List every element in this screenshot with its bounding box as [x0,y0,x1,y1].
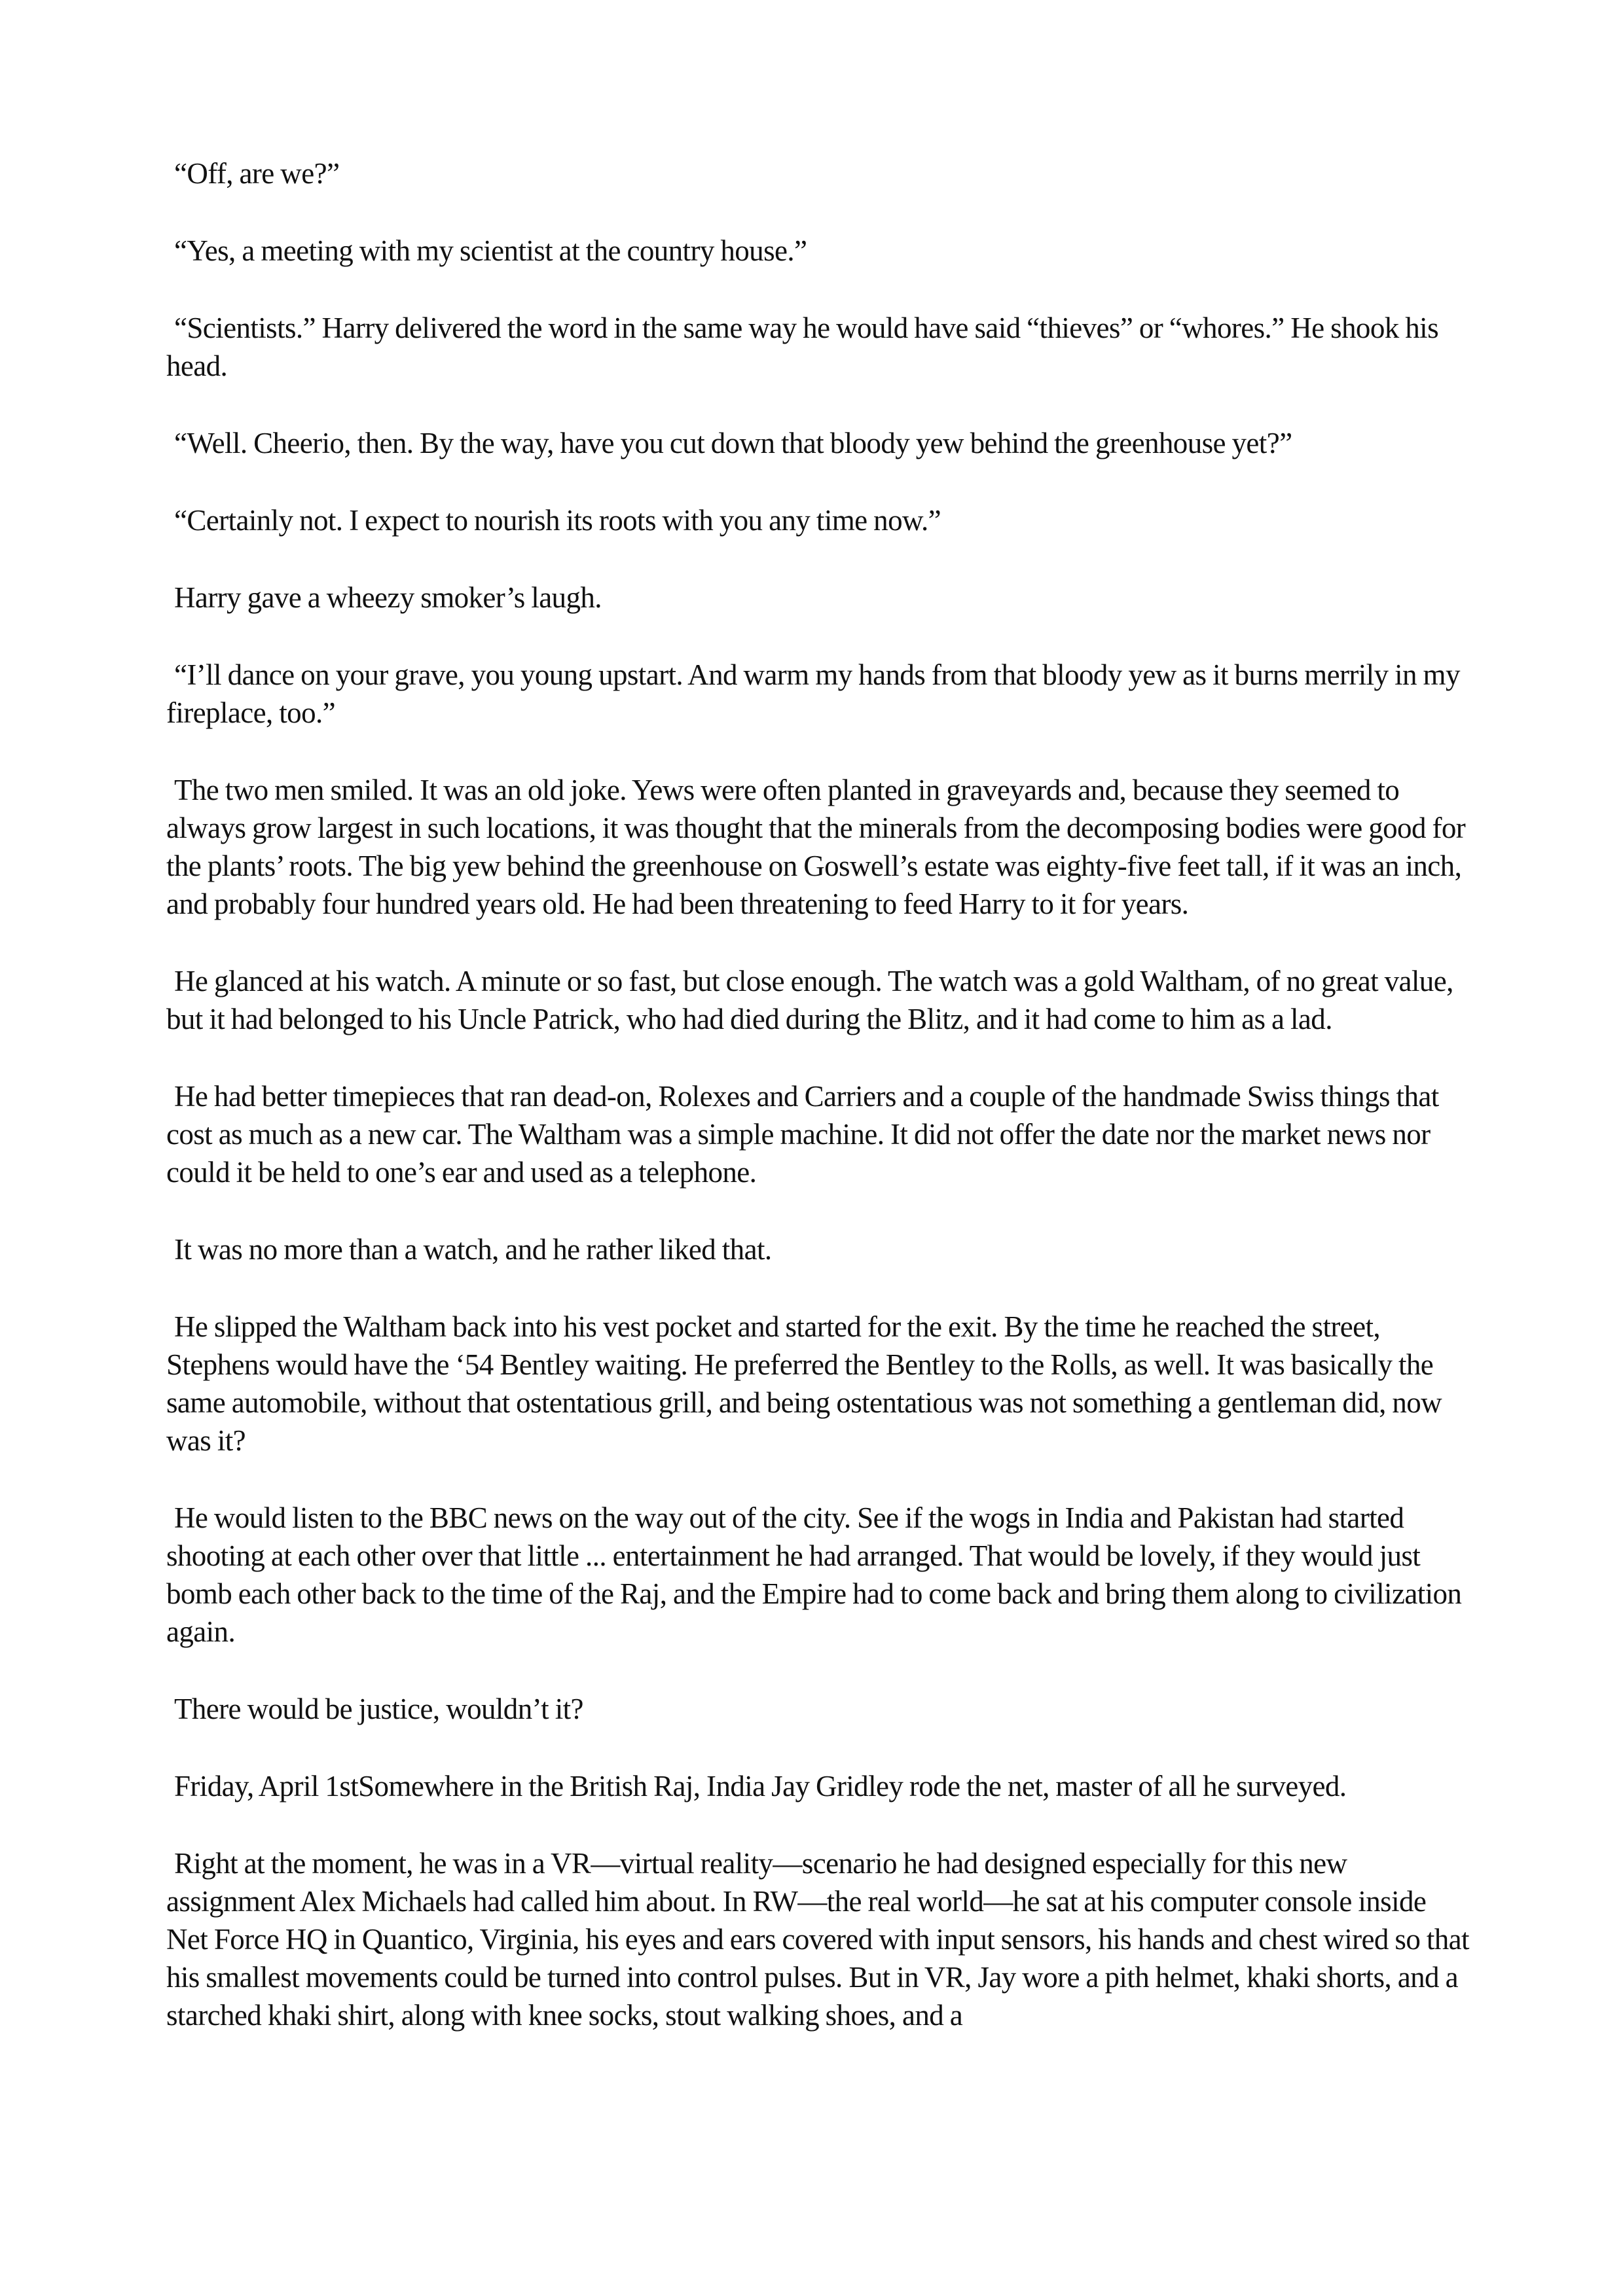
paragraph-3: “Scientists.” Harry delivered the word in the same way he would have said “thieves” or “whores.” He shook his head. [166,312,1438,382]
paragraph-13: He would listen to the BBC news on the way out of the city. See if the wogs in India and Pakistan had started shooting at each other over that little ... entertainment he had arranged. That would be lovely, if they would just bomb each other back to the time of the Raj, and the Empire had to come back and bring them along to civilization again. [166,1501,1462,1648]
paragraph-1: “Off, are we?” [174,157,340,190]
paragraph-4: “Well. Cheerio, then. By the way, have you cut down that bloody yew behind the greenhouse yet?” [174,427,1292,459]
paragraph-7: “I’ll dance on your grave, you young upstart. And warm my hands from that bloody yew as it burns merrily in my fireplace, too.” [166,658,1460,729]
paragraph-9: He glanced at his watch. A minute or so fast, but close enough. The watch was a gold Waltham, of no great value, but it had belonged to his Uncle Patrick, who had died during the Blitz, and it had come to him as a lad. [166,965,1453,1035]
paragraph-6: Harry gave a wheezy smoker’s laugh. [174,581,602,614]
paragraph-2: “Yes, a meeting with my scientist at the country house.” [174,234,807,267]
paragraph-14: There would be justice, wouldn’t it? [174,1693,583,1725]
paragraph-8: The two men smiled. It was an old joke. Yews were often planted in graveyards and, because they seemed to always grow largest in such locations, it was thought that the minerals from the decomposing bodies were good for the plants’ roots. The big yew behind the greenhouse on Goswell’s estate was eighty-five feet tall, if it was an inch, and probably four hundred years old. He had been threatening to feed Harry to it for years. [166,774,1466,920]
paragraph-5: “Certainly not. I expect to nourish its roots with you any time now.” [174,504,941,537]
paragraph-12: He slipped the Waltham back into his vest pocket and started for the exit. By the time he reached the street, Stephens would have the ‘54 Bentley waiting. He preferred the Bentley to the Rolls, as well. It was basically the same automobile, without that ostentatious grill, and being ostentatious was not something a gentleman did, now was it? [166,1310,1442,1457]
paragraph-16: Right at the moment, he was in a VR—virtual reality—scenario he had designed especially for this new assignment Alex Michaels had called him about. In RW—the real world—he sat at his computer console inside Net Force HQ in Quantico, Virginia, his eyes and ears covered with input sensors, his hands and chest wired so that his smallest movements could be turned into control pulses. But in VR, Jay wore a pith helmet, khaki shorts, and a starched khaki shirt, along with knee socks, stout walking shoes, and a [166,1847,1469,2032]
paragraph-11: It was no more than a watch, and he rather liked that. [174,1233,772,1266]
document-page [166,154,1469,2073]
paragraph-10: He had better timepieces that ran dead-on, Rolexes and Carriers and a couple of the handmade Swiss things that cost as much as a new car. The Waltham was a simple machine. It did not offer the date nor the market news nor could it be held to one’s ear and used as a telephone. [166,1080,1439,1189]
paragraph-15: Friday, April 1stSomewhere in the British Raj, India Jay Gridley rode the net, master of all he surveyed. [174,1770,1347,1803]
